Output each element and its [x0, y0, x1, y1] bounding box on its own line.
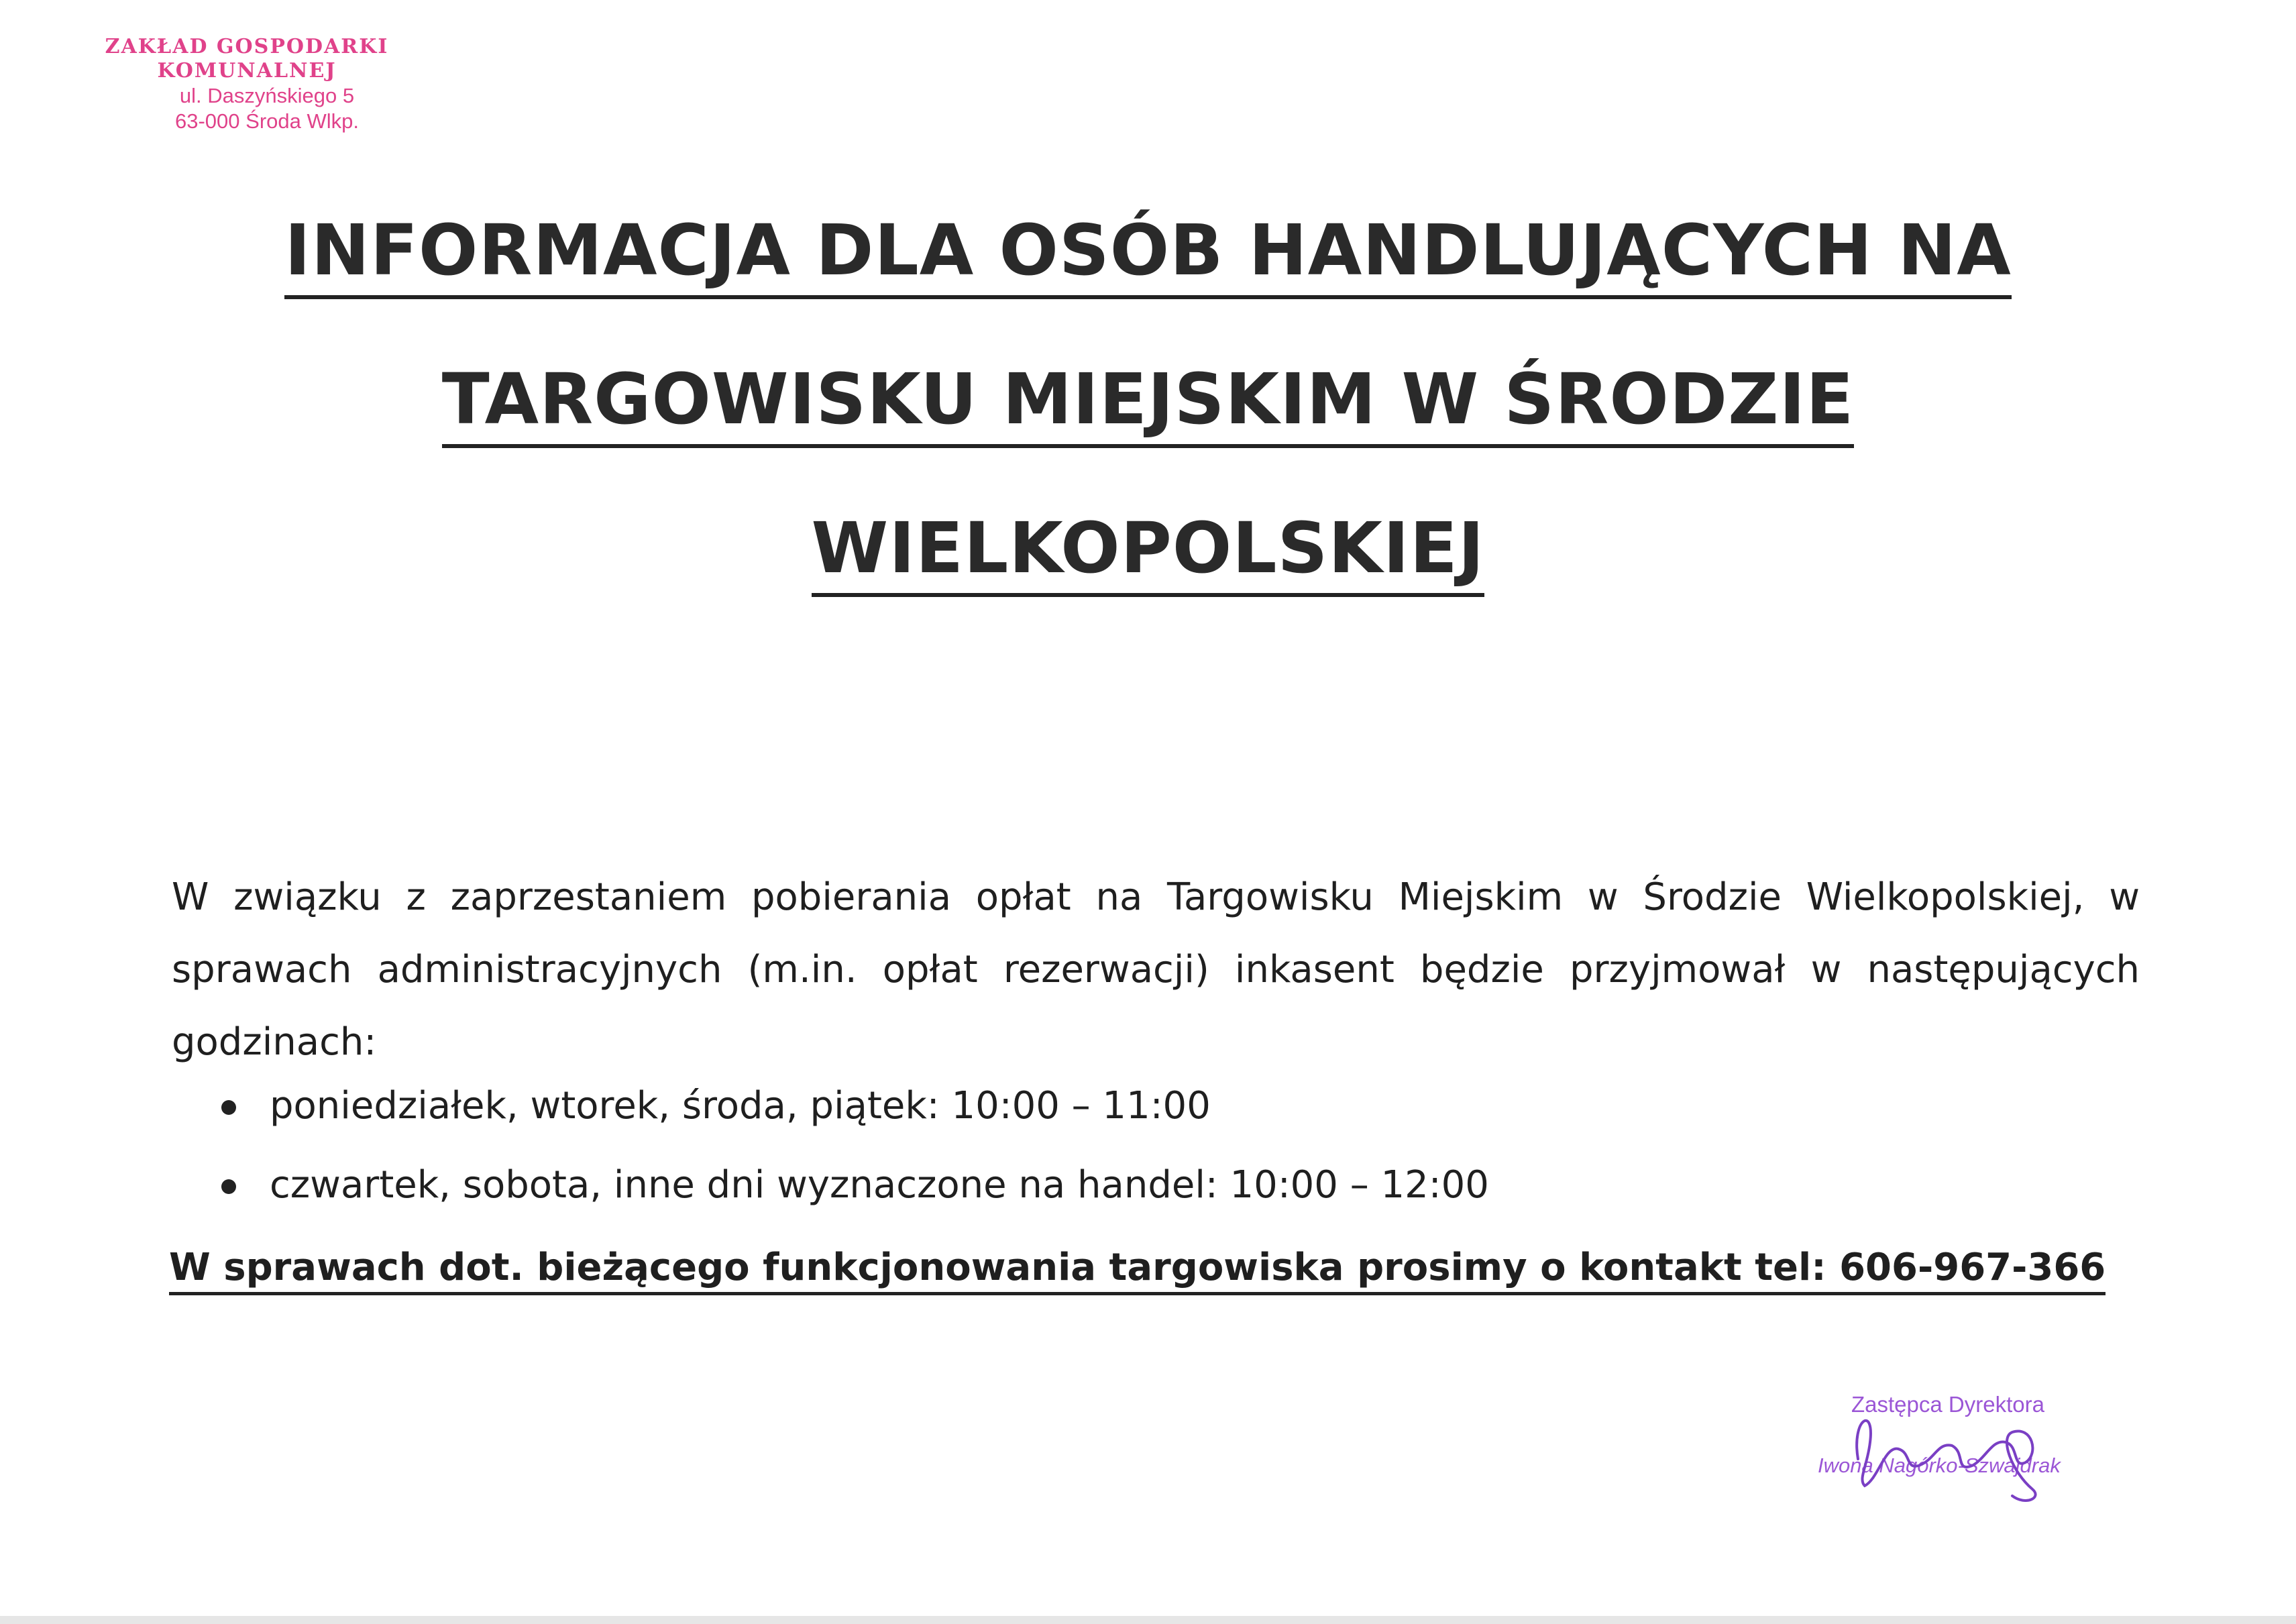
list-item	[221, 1067, 1489, 1146]
title-line-3: WIELKOPOLSKIEJ	[812, 507, 1485, 597]
signature-role: Zastępca Dyrektora	[1851, 1392, 2044, 1417]
contact-text: W sprawach dot. bieżącego funkcjonowania targowiska prosimy o kontakt tel: 606-967-366	[169, 1246, 2106, 1295]
page-bottom-edge	[0, 1616, 2296, 1624]
hours-other-days: czwartek, sobota, inne dni wyznaczone na handel: 10:00 – 12:00	[270, 1163, 1489, 1207]
signature-name: Iwona Nagórko-Szwajdrak	[1818, 1454, 2061, 1477]
contact-line	[169, 1241, 2106, 1295]
hours-weekdays: poniedziałek, wtorek, środa, piątek: 10:00 – 11:00	[270, 1084, 1211, 1128]
document-title	[0, 176, 2296, 622]
stamp-city: 63-000 Środa Wlkp.	[175, 109, 359, 133]
company-stamp	[72, 35, 421, 134]
title-line-2: TARGOWISKU MIEJSKIM W ŚRODZIE	[442, 358, 1855, 448]
stamp-street: ul. Daszyńskiego 5	[179, 84, 355, 107]
stamp-company-name-line2: KOMUNALNEJ	[157, 59, 337, 83]
body-paragraph: W związku z zaprzestaniem pobierania opłat na Targowisku Miejskim w Środzie Wielkopolskiej, w sprawach administracyjnych (m.in. opłat rezerwacji) inkasent będzie przyjmował w następujących godzinach:	[172, 875, 2140, 1064]
bullet-icon	[221, 1179, 236, 1194]
list-item	[221, 1146, 1489, 1225]
hours-list	[221, 1067, 1489, 1225]
stamp-company-name-line1: ZAKŁAD GOSPODARKI	[105, 35, 389, 58]
handwritten-signature-icon	[1811, 1378, 2093, 1513]
title-line-1: INFORMACJA DLA OSÓB HANDLUJĄCYCH NA	[284, 209, 2012, 299]
bullet-icon	[221, 1100, 236, 1115]
